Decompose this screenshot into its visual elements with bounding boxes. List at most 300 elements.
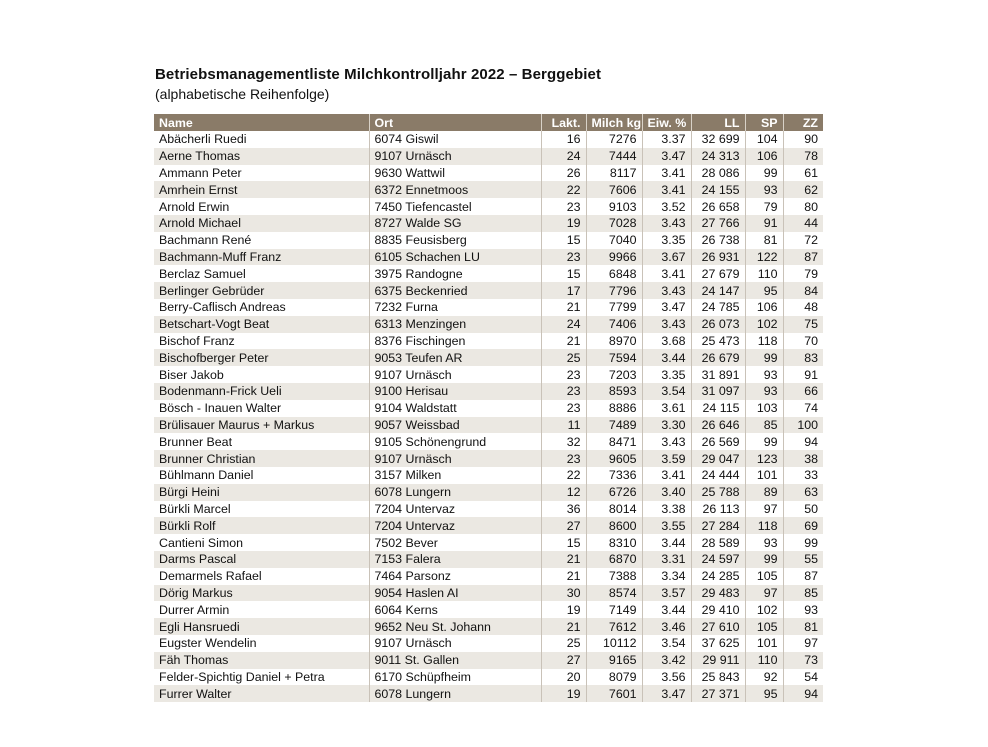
table-row <box>154 249 823 266</box>
milch-kg-cell: 9966 <box>586 249 642 266</box>
sp-cell: 99 <box>745 433 783 450</box>
lakt-cell: 32 <box>541 433 586 450</box>
name-cell: Egli Hansruedi <box>154 618 369 635</box>
sp-cell: 89 <box>745 484 783 501</box>
table-header-row <box>154 114 823 131</box>
milch-kg-cell: 9605 <box>586 450 642 467</box>
lakt-cell: 24 <box>541 148 586 165</box>
zz-cell: 85 <box>783 585 823 602</box>
lakt-cell: 15 <box>541 232 586 249</box>
ort-cell: 7464 Parsonz <box>369 568 541 585</box>
zz-cell: 69 <box>783 517 823 534</box>
name-cell: Berlinger Gebrüder <box>154 282 369 299</box>
milch-kg-cell: 6726 <box>586 484 642 501</box>
sp-cell: 122 <box>745 249 783 266</box>
ll-cell: 24 597 <box>691 551 745 568</box>
ort-cell: 8835 Feusisberg <box>369 232 541 249</box>
table-row <box>154 131 823 148</box>
zz-cell: 100 <box>783 417 823 434</box>
table-row <box>154 417 823 434</box>
sp-cell: 99 <box>745 165 783 182</box>
zz-cell: 72 <box>783 232 823 249</box>
table-row <box>154 551 823 568</box>
ort-cell: 8376 Fischingen <box>369 333 541 350</box>
lakt-cell: 19 <box>541 215 586 232</box>
ll-cell: 26 073 <box>691 316 745 333</box>
milch-kg-cell: 8310 <box>586 534 642 551</box>
name-cell: Biser Jakob <box>154 366 369 383</box>
lakt-cell: 27 <box>541 517 586 534</box>
milch-kg-cell: 8079 <box>586 669 642 686</box>
zz-cell: 94 <box>783 433 823 450</box>
milch-kg-cell: 7336 <box>586 467 642 484</box>
sp-cell: 118 <box>745 517 783 534</box>
ort-cell: 6074 Giswil <box>369 131 541 148</box>
zz-cell: 90 <box>783 131 823 148</box>
name-cell: Bürkli Rolf <box>154 517 369 534</box>
ort-cell: 9100 Herisau <box>369 383 541 400</box>
name-cell: Brülisauer Maurus + Markus <box>154 417 369 434</box>
ll-cell: 31 891 <box>691 366 745 383</box>
sp-cell: 118 <box>745 333 783 350</box>
milch-kg-cell: 9165 <box>586 652 642 669</box>
ll-cell: 29 911 <box>691 652 745 669</box>
lakt-cell: 24 <box>541 316 586 333</box>
ort-cell: 7204 Untervaz <box>369 517 541 534</box>
milch-kg-cell: 7276 <box>586 131 642 148</box>
sp-cell: 105 <box>745 618 783 635</box>
sp-cell: 101 <box>745 467 783 484</box>
milch-kg-cell: 8970 <box>586 333 642 350</box>
column-header-name: Name <box>154 114 369 131</box>
eiweiss-cell: 3.42 <box>642 652 691 669</box>
sp-cell: 79 <box>745 198 783 215</box>
sp-cell: 92 <box>745 669 783 686</box>
name-cell: Abächerli Ruedi <box>154 131 369 148</box>
ort-cell: 6064 Kerns <box>369 601 541 618</box>
table-row <box>154 282 823 299</box>
ll-cell: 26 679 <box>691 349 745 366</box>
table-row <box>154 685 823 702</box>
eiweiss-cell: 3.54 <box>642 635 691 652</box>
lakt-cell: 16 <box>541 131 586 148</box>
sp-cell: 123 <box>745 450 783 467</box>
eiweiss-cell: 3.67 <box>642 249 691 266</box>
lakt-cell: 36 <box>541 501 586 518</box>
name-cell: Eugster Wendelin <box>154 635 369 652</box>
name-cell: Berry-Caflisch Andreas <box>154 299 369 316</box>
ll-cell: 24 285 <box>691 568 745 585</box>
table-row <box>154 534 823 551</box>
name-cell: Cantieni Simon <box>154 534 369 551</box>
management-table <box>154 114 823 702</box>
eiweiss-cell: 3.35 <box>642 366 691 383</box>
table-row <box>154 635 823 652</box>
zz-cell: 70 <box>783 333 823 350</box>
lakt-cell: 23 <box>541 450 586 467</box>
eiweiss-cell: 3.47 <box>642 685 691 702</box>
column-header-zz: ZZ <box>783 114 823 131</box>
lakt-cell: 22 <box>541 467 586 484</box>
name-cell: Bischof Franz <box>154 333 369 350</box>
ll-cell: 25 473 <box>691 333 745 350</box>
sp-cell: 95 <box>745 685 783 702</box>
sp-cell: 97 <box>745 585 783 602</box>
ll-cell: 24 155 <box>691 181 745 198</box>
sp-cell: 93 <box>745 181 783 198</box>
milch-kg-cell: 8886 <box>586 400 642 417</box>
table-row <box>154 198 823 215</box>
ll-cell: 24 785 <box>691 299 745 316</box>
eiweiss-cell: 3.47 <box>642 299 691 316</box>
ort-cell: 7153 Falera <box>369 551 541 568</box>
ll-cell: 24 313 <box>691 148 745 165</box>
zz-cell: 48 <box>783 299 823 316</box>
table-row <box>154 299 823 316</box>
milch-kg-cell: 8600 <box>586 517 642 534</box>
table-row <box>154 265 823 282</box>
lakt-cell: 21 <box>541 618 586 635</box>
eiweiss-cell: 3.52 <box>642 198 691 215</box>
ll-cell: 26 931 <box>691 249 745 266</box>
ort-cell: 9054 Haslen AI <box>369 585 541 602</box>
ll-cell: 25 843 <box>691 669 745 686</box>
table-row <box>154 585 823 602</box>
ort-cell: 6105 Schachen LU <box>369 249 541 266</box>
eiweiss-cell: 3.44 <box>642 601 691 618</box>
ll-cell: 31 097 <box>691 383 745 400</box>
name-cell: Aerne Thomas <box>154 148 369 165</box>
milch-kg-cell: 7388 <box>586 568 642 585</box>
name-cell: Furrer Walter <box>154 685 369 702</box>
ort-cell: 9011 St. Gallen <box>369 652 541 669</box>
name-cell: Brunner Christian <box>154 450 369 467</box>
milch-kg-cell: 7444 <box>586 148 642 165</box>
eiweiss-cell: 3.30 <box>642 417 691 434</box>
sp-cell: 99 <box>745 551 783 568</box>
milch-kg-cell: 7612 <box>586 618 642 635</box>
ort-cell: 9630 Wattwil <box>369 165 541 182</box>
lakt-cell: 12 <box>541 484 586 501</box>
table-row <box>154 433 823 450</box>
table-row <box>154 215 823 232</box>
milch-kg-cell: 7796 <box>586 282 642 299</box>
ll-cell: 27 284 <box>691 517 745 534</box>
lakt-cell: 11 <box>541 417 586 434</box>
name-cell: Brunner Beat <box>154 433 369 450</box>
sp-cell: 105 <box>745 568 783 585</box>
eiweiss-cell: 3.35 <box>642 232 691 249</box>
zz-cell: 55 <box>783 551 823 568</box>
milch-kg-cell: 7028 <box>586 215 642 232</box>
ll-cell: 37 625 <box>691 635 745 652</box>
table-row <box>154 501 823 518</box>
sp-cell: 93 <box>745 366 783 383</box>
eiweiss-cell: 3.43 <box>642 316 691 333</box>
table-row <box>154 484 823 501</box>
ort-cell: 9053 Teufen AR <box>369 349 541 366</box>
sp-cell: 95 <box>745 282 783 299</box>
table-row <box>154 652 823 669</box>
eiweiss-cell: 3.40 <box>642 484 691 501</box>
eiweiss-cell: 3.41 <box>642 181 691 198</box>
name-cell: Demarmels Rafael <box>154 568 369 585</box>
name-cell: Durrer Armin <box>154 601 369 618</box>
zz-cell: 66 <box>783 383 823 400</box>
ort-cell: 9652 Neu St. Johann <box>369 618 541 635</box>
table-row <box>154 366 823 383</box>
ort-cell: 9107 Urnäsch <box>369 148 541 165</box>
milch-kg-cell: 8117 <box>586 165 642 182</box>
table-row <box>154 181 823 198</box>
ll-cell: 27 679 <box>691 265 745 282</box>
name-cell: Arnold Michael <box>154 215 369 232</box>
zz-cell: 91 <box>783 366 823 383</box>
name-cell: Amrhein Ernst <box>154 181 369 198</box>
lakt-cell: 15 <box>541 265 586 282</box>
table-row <box>154 333 823 350</box>
ort-cell: 9107 Urnäsch <box>369 450 541 467</box>
zz-cell: 97 <box>783 635 823 652</box>
zz-cell: 87 <box>783 249 823 266</box>
lakt-cell: 26 <box>541 165 586 182</box>
lakt-cell: 22 <box>541 181 586 198</box>
sp-cell: 102 <box>745 316 783 333</box>
column-header-eiweiss: Eiw. % <box>642 114 691 131</box>
milch-kg-cell: 8471 <box>586 433 642 450</box>
milch-kg-cell: 7594 <box>586 349 642 366</box>
ort-cell: 7502 Bever <box>369 534 541 551</box>
lakt-cell: 21 <box>541 551 586 568</box>
zz-cell: 62 <box>783 181 823 198</box>
lakt-cell: 23 <box>541 383 586 400</box>
zz-cell: 79 <box>783 265 823 282</box>
ort-cell: 6375 Beckenried <box>369 282 541 299</box>
table-row <box>154 383 823 400</box>
ort-cell: 7232 Furna <box>369 299 541 316</box>
name-cell: Bischofberger Peter <box>154 349 369 366</box>
milch-kg-cell: 10112 <box>586 635 642 652</box>
eiweiss-cell: 3.34 <box>642 568 691 585</box>
table-row <box>154 165 823 182</box>
table-row <box>154 467 823 484</box>
lakt-cell: 30 <box>541 585 586 602</box>
ll-cell: 32 699 <box>691 131 745 148</box>
milch-kg-cell: 7799 <box>586 299 642 316</box>
column-header-lakt: Lakt. <box>541 114 586 131</box>
column-header-milch-kg: Milch kg <box>586 114 642 131</box>
ort-cell: 6078 Lungern <box>369 685 541 702</box>
sp-cell: 97 <box>745 501 783 518</box>
sp-cell: 103 <box>745 400 783 417</box>
lakt-cell: 19 <box>541 685 586 702</box>
zz-cell: 74 <box>783 400 823 417</box>
lakt-cell: 23 <box>541 249 586 266</box>
name-cell: Fäh Thomas <box>154 652 369 669</box>
sp-cell: 106 <box>745 148 783 165</box>
eiweiss-cell: 3.44 <box>642 534 691 551</box>
eiweiss-cell: 3.43 <box>642 282 691 299</box>
ll-cell: 27 766 <box>691 215 745 232</box>
zz-cell: 54 <box>783 669 823 686</box>
name-cell: Betschart-Vogt Beat <box>154 316 369 333</box>
sp-cell: 102 <box>745 601 783 618</box>
ll-cell: 26 113 <box>691 501 745 518</box>
milch-kg-cell: 8014 <box>586 501 642 518</box>
sp-cell: 99 <box>745 349 783 366</box>
lakt-cell: 19 <box>541 601 586 618</box>
ort-cell: 3975 Randogne <box>369 265 541 282</box>
sp-cell: 110 <box>745 652 783 669</box>
ll-cell: 24 115 <box>691 400 745 417</box>
name-cell: Bürkli Marcel <box>154 501 369 518</box>
sp-cell: 110 <box>745 265 783 282</box>
table-row <box>154 618 823 635</box>
zz-cell: 50 <box>783 501 823 518</box>
eiweiss-cell: 3.41 <box>642 265 691 282</box>
eiweiss-cell: 3.38 <box>642 501 691 518</box>
sp-cell: 91 <box>745 215 783 232</box>
page-subtitle: (alphabetische Reihenfolge) <box>155 86 330 102</box>
name-cell: Arnold Erwin <box>154 198 369 215</box>
ll-cell: 26 569 <box>691 433 745 450</box>
zz-cell: 38 <box>783 450 823 467</box>
milch-kg-cell: 7040 <box>586 232 642 249</box>
ll-cell: 29 047 <box>691 450 745 467</box>
eiweiss-cell: 3.31 <box>642 551 691 568</box>
zz-cell: 84 <box>783 282 823 299</box>
sp-cell: 104 <box>745 131 783 148</box>
table-row <box>154 349 823 366</box>
ll-cell: 28 086 <box>691 165 745 182</box>
lakt-cell: 25 <box>541 349 586 366</box>
eiweiss-cell: 3.47 <box>642 148 691 165</box>
ll-cell: 26 658 <box>691 198 745 215</box>
lakt-cell: 23 <box>541 198 586 215</box>
eiweiss-cell: 3.43 <box>642 215 691 232</box>
ll-cell: 29 483 <box>691 585 745 602</box>
table-body <box>154 131 823 702</box>
eiweiss-cell: 3.46 <box>642 618 691 635</box>
ort-cell: 6170 Schüpfheim <box>369 669 541 686</box>
lakt-cell: 21 <box>541 568 586 585</box>
ll-cell: 27 371 <box>691 685 745 702</box>
name-cell: Bühlmann Daniel <box>154 467 369 484</box>
eiweiss-cell: 3.54 <box>642 383 691 400</box>
ll-cell: 26 738 <box>691 232 745 249</box>
zz-cell: 83 <box>783 349 823 366</box>
ll-cell: 24 444 <box>691 467 745 484</box>
sp-cell: 81 <box>745 232 783 249</box>
zz-cell: 78 <box>783 148 823 165</box>
sp-cell: 93 <box>745 383 783 400</box>
table-row <box>154 450 823 467</box>
column-header-ll: LL <box>691 114 745 131</box>
zz-cell: 44 <box>783 215 823 232</box>
table-row <box>154 316 823 333</box>
ort-cell: 6078 Lungern <box>369 484 541 501</box>
name-cell: Bürgi Heini <box>154 484 369 501</box>
zz-cell: 73 <box>783 652 823 669</box>
milch-kg-cell: 7601 <box>586 685 642 702</box>
zz-cell: 75 <box>783 316 823 333</box>
table-row <box>154 148 823 165</box>
lakt-cell: 20 <box>541 669 586 686</box>
column-header-ort: Ort <box>369 114 541 131</box>
ort-cell: 6372 Ennetmoos <box>369 181 541 198</box>
zz-cell: 93 <box>783 601 823 618</box>
eiweiss-cell: 3.37 <box>642 131 691 148</box>
sp-cell: 106 <box>745 299 783 316</box>
ort-cell: 8727 Walde SG <box>369 215 541 232</box>
ll-cell: 26 646 <box>691 417 745 434</box>
eiweiss-cell: 3.55 <box>642 517 691 534</box>
name-cell: Felder-Spichtig Daniel + Petra <box>154 669 369 686</box>
eiweiss-cell: 3.57 <box>642 585 691 602</box>
name-cell: Darms Pascal <box>154 551 369 568</box>
milch-kg-cell: 8593 <box>586 383 642 400</box>
milch-kg-cell: 9103 <box>586 198 642 215</box>
sp-cell: 93 <box>745 534 783 551</box>
ort-cell: 7204 Untervaz <box>369 501 541 518</box>
eiweiss-cell: 3.61 <box>642 400 691 417</box>
sp-cell: 101 <box>745 635 783 652</box>
zz-cell: 94 <box>783 685 823 702</box>
eiweiss-cell: 3.41 <box>642 467 691 484</box>
name-cell: Ammann Peter <box>154 165 369 182</box>
name-cell: Berclaz Samuel <box>154 265 369 282</box>
table-row <box>154 601 823 618</box>
lakt-cell: 21 <box>541 333 586 350</box>
eiweiss-cell: 3.44 <box>642 349 691 366</box>
table-row <box>154 400 823 417</box>
name-cell: Bachmann-Muff Franz <box>154 249 369 266</box>
ort-cell: 9107 Urnäsch <box>369 366 541 383</box>
ort-cell: 6313 Menzingen <box>369 316 541 333</box>
eiweiss-cell: 3.68 <box>642 333 691 350</box>
zz-cell: 87 <box>783 568 823 585</box>
lakt-cell: 25 <box>541 635 586 652</box>
zz-cell: 81 <box>783 618 823 635</box>
ort-cell: 9057 Weissbad <box>369 417 541 434</box>
ort-cell: 9107 Urnäsch <box>369 635 541 652</box>
milch-kg-cell: 6870 <box>586 551 642 568</box>
milch-kg-cell: 7203 <box>586 366 642 383</box>
ll-cell: 29 410 <box>691 601 745 618</box>
zz-cell: 99 <box>783 534 823 551</box>
table-row <box>154 232 823 249</box>
lakt-cell: 17 <box>541 282 586 299</box>
eiweiss-cell: 3.56 <box>642 669 691 686</box>
zz-cell: 63 <box>783 484 823 501</box>
milch-kg-cell: 8574 <box>586 585 642 602</box>
table-row <box>154 669 823 686</box>
ort-cell: 9104 Waldstatt <box>369 400 541 417</box>
table-row <box>154 517 823 534</box>
ll-cell: 28 589 <box>691 534 745 551</box>
sp-cell: 85 <box>745 417 783 434</box>
milch-kg-cell: 6848 <box>586 265 642 282</box>
name-cell: Bösch - Inauen Walter <box>154 400 369 417</box>
milch-kg-cell: 7149 <box>586 601 642 618</box>
lakt-cell: 23 <box>541 366 586 383</box>
page-title: Betriebsmanagementliste Milchkontrolljahr 2022 – Berggebiet <box>155 66 602 83</box>
zz-cell: 33 <box>783 467 823 484</box>
lakt-cell: 23 <box>541 400 586 417</box>
ll-cell: 25 788 <box>691 484 745 501</box>
lakt-cell: 15 <box>541 534 586 551</box>
milch-kg-cell: 7489 <box>586 417 642 434</box>
